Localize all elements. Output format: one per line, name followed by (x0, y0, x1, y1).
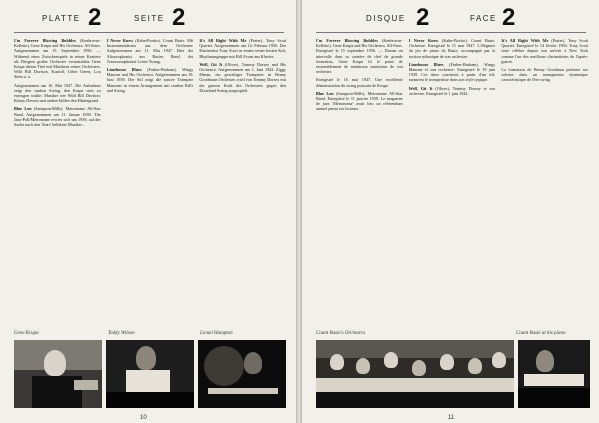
right-entry: I Never Knew (Kahn-Fiorito), Count Basie, Orchestre. Enregistré le 11 mai 1947. L'élégance du jeu de piano de Basie, accompagné par la section rythmique de son orchestre. (408, 38, 496, 59)
right-column-3 (501, 38, 588, 330)
left-page (0, 0, 296, 423)
right-entry: It's All Right With Me (Porter), Tony Scott Quartet. Enregistré le 14 février 1956. Tony Scott reste célèbre depuis son arrivée à New York comme l'un des meilleurs clarinettistes de l'après-guerre. (501, 38, 589, 64)
left-photo-strip (14, 340, 286, 408)
left-entry: Blue Lou (Sampson-Mills), Metronome All-Star Band. Aufgenommen am 11. Januar 1939. The Jazz-Poll/Metronome erwies sich um 1939, auf der Suche nach den 'Stars' beliebter Musiker... (14, 106, 101, 128)
left-header-number-1: 2 (88, 4, 102, 31)
caption-photo-2: Teddy Wilson (108, 331, 135, 336)
left-text-columns (14, 38, 286, 330)
caption-photo-4: Count Basie's Orchestra (316, 331, 365, 336)
left-header-rule (14, 32, 284, 33)
left-entry: Aufgenommen am 16. Mai 1947. Die Aufnahme zeigt den starken Swing, den Krupa stets zu erzeugen wußte; Musiker wie Wild Bill Davison, Kenny Davern und andere bilden den Hintergrund. (14, 82, 101, 104)
right-entry: La formation de Benny Goodman présente ses solistes dans un arrangement dynamique caractéristique de l'ère swing. (501, 67, 589, 83)
right-entry: Limehouse Blues (Furber-Braham), Wingy Manone et son orchestre. Enregistré le 19 juin 1939. Ces titres construits à partir d'un riff, montrent le trompettiste dans son style typique. (408, 61, 496, 83)
left-page-header (14, 6, 284, 30)
right-captions (316, 331, 588, 339)
left-entry: I'm Forever Blowing Bubbles (Kenbrovin-Kellette), Gene Krupa and His Orchestra. All-Stars: Aufgenommen am 15. September 1956. — Während eines Zwischenspiels in seiner Karriere als Dirigent großer Orchester veranstaltete Gene Krupa diesen Titel mit Musikern seines Orchesters. Wild Bill Davison, Kustoff, Urbie Green, Lou Stein u. a. (14, 38, 101, 80)
right-entry: Blue Lou (Sampson-Mills), Metronome All-Star Band. Enregistré le 11 janvier 1939. Le magazine de jazz 'Metronome' avait lieu un référendum annuel parmi ses lecteurs. (316, 90, 403, 112)
caption-photo-1: Gene Krupa (14, 331, 39, 336)
right-page-number: 11 (448, 415, 455, 421)
left-header-label-2: SEITE (134, 14, 165, 23)
left-entry: I Never Knew (Kahn-Fiorito), Count Basie. Mit Instrumentalisten aus dem Orchester. Aufgenommen am 11. Mai 1947. Hier der Altsaxophonist aus Basies Band, der Tenorsaxophonist Lester Young. (106, 38, 194, 64)
left-header-label-1: PLATTE (42, 14, 81, 23)
right-column-2 (409, 38, 496, 330)
right-column-1 (316, 38, 403, 330)
right-text-columns (316, 38, 588, 330)
left-entry: Limehouse Blues (Furber-Braham), Wingy Manone and His Orchestra. Aufgenommen am 19. Juni 1939. Der Stil zeigt die sonore Trompete Manones in einem Arrangement mit starken Riffs und Swing. (106, 67, 194, 93)
left-header-number-2: 2 (172, 4, 186, 31)
left-captions (14, 331, 286, 339)
caption-photo-5: Count Basie at his piano (516, 331, 566, 336)
right-page-header (316, 6, 586, 30)
right-header-rule (316, 32, 586, 33)
right-header-label-2: FACE (470, 14, 497, 23)
right-header-number-2: 2 (502, 4, 516, 31)
left-page-number: 10 (140, 415, 147, 421)
right-header-number-1: 2 (416, 4, 430, 31)
right-photo-strip (316, 340, 588, 408)
right-entry: I'm Forever Blowing Bubbles (Kenbrovin-Kellette), Gene Krupa and His Orchestra. All-Stars. Enregistré le 15 septembre 1956. — Durant un intervalle dans sa carrière de chef de grande formation, Gene Krupa fit le point de rassemblement de nombreux musiciens de son orchestre. (316, 38, 403, 75)
left-column-2 (107, 38, 194, 330)
right-page (302, 0, 598, 423)
left-column-1 (14, 38, 101, 330)
right-entry: Well, Git It (Oliver), Tommy Dorsey et son orchestre. Enregistré le 1 juin 1942. (408, 85, 496, 96)
photo-count-basie-piano (518, 340, 590, 408)
photo-lionel-hampton (198, 340, 286, 408)
left-entry: Well, Git It (Oliver), Tommy Dorsey and His Orchestra. Aufgenommen am 1. Juni 1942. Ziggy Elman, ein gewaltiger Trompeter in Benny Goodmans Orchester, wird von Tommy Dorsey mit der ganzen Kraft des Orchesters gegen den Dixieland Swing ausgespielt. (199, 61, 287, 93)
right-header-label-1: DISQUE (366, 14, 406, 23)
photo-teddy-wilson (106, 340, 194, 408)
left-entry: It's All Right With Me (Porter), Tony Scott Quartet. Aufgenommen am 14. Februar 1956. Der Klarinettist Tony Scott in einem seiner besten Soli; Rhythmusgruppe mit Bill Evans am Klavier. (199, 38, 287, 59)
right-entry: Enregistré le 16 mai 1947. Une excellente démonstration du swing puissant de Krupa. (316, 77, 403, 88)
caption-photo-3: Lionel Hampton (200, 331, 233, 336)
photo-count-basie-orchestra (316, 340, 514, 408)
left-column-3 (199, 38, 286, 330)
photo-gene-krupa (14, 340, 102, 408)
